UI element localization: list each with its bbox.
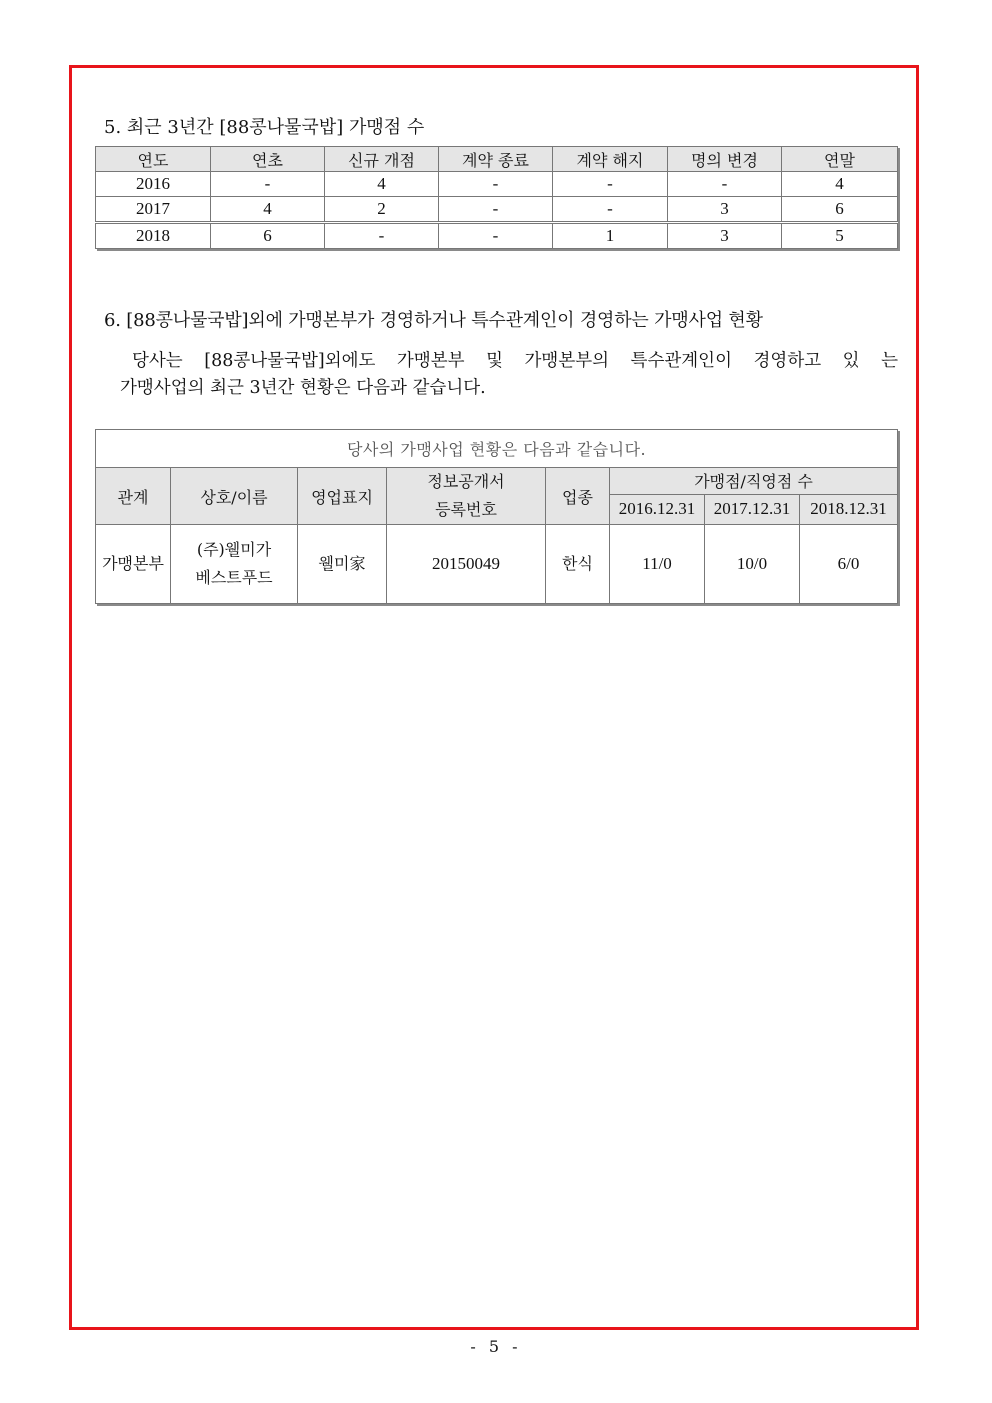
cell: 6 (211, 223, 325, 249)
header-transfer: 명의 변경 (668, 147, 782, 172)
cell-mark: 웰미家 (298, 525, 387, 604)
cell-name-line: 베스트푸드 (195, 568, 273, 587)
cell-name-line: (주)웰미가 (196, 540, 272, 559)
page-border (69, 65, 919, 1330)
cell: 1 (553, 223, 668, 249)
header-registration-line: 등록번호 (435, 500, 497, 519)
cell: - (439, 172, 553, 197)
cell: - (439, 197, 553, 223)
franchise-count-table (95, 146, 898, 249)
header-terminated: 계약 해지 (553, 147, 668, 172)
cell: 4 (211, 197, 325, 223)
cell: - (553, 172, 668, 197)
cell-name (171, 525, 298, 604)
paragraph-line: 당사는 [88콩나물국밥]외에도 가맹본부 및 가맹본부의 특수관계인이 경영하고 있 는 (132, 351, 898, 371)
header-date: 2016.12.31 (610, 494, 705, 524)
cell: 5 (782, 223, 898, 249)
cell-relation: 가맹본부 (96, 525, 171, 604)
header-type: 업종 (546, 468, 610, 525)
header-end: 연말 (782, 147, 898, 172)
table-caption: 당사의 가맹사업 현황은 다음과 같습니다. (96, 430, 898, 468)
cell: 4 (782, 172, 898, 197)
cell: 2017 (96, 197, 211, 223)
header-year: 연도 (96, 147, 211, 172)
page-number: - 5 - (470, 1337, 522, 1356)
section-6-paragraph (120, 348, 898, 402)
table-row (96, 172, 898, 197)
cell-registration: 20150049 (387, 525, 546, 604)
header-date: 2018.12.31 (800, 494, 898, 524)
table-caption-row (96, 430, 898, 468)
cell-type: 한식 (546, 525, 610, 604)
header-expired: 계약 종료 (439, 147, 553, 172)
cell: - (439, 223, 553, 249)
section-6-title: 6. [88콩나물국밥]외에 가맹본부가 경영하거나 특수관계인이 경영하는 가맹사업 현황 (104, 310, 763, 331)
header-start: 연초 (211, 147, 325, 172)
cell: 2018 (96, 223, 211, 249)
header-date: 2017.12.31 (705, 494, 800, 524)
cell: 3 (668, 197, 782, 223)
paragraph-line: 가맹사업의 최근 3년간 현황은 다음과 같습니다. (120, 378, 486, 398)
other-franchise-table (95, 429, 898, 604)
table-row (96, 197, 898, 223)
cell: 6 (782, 197, 898, 223)
table-header-row (96, 468, 898, 495)
cell: - (211, 172, 325, 197)
header-registration (387, 468, 546, 525)
cell: 2016 (96, 172, 211, 197)
cell-count: 10/0 (705, 525, 800, 604)
table-header-row (96, 147, 898, 172)
cell: - (553, 197, 668, 223)
cell: 3 (668, 223, 782, 249)
cell-count: 11/0 (610, 525, 705, 604)
cell-count: 6/0 (800, 525, 898, 604)
cell: - (325, 223, 439, 249)
cell: - (668, 172, 782, 197)
table-row (96, 525, 898, 604)
table-row (96, 223, 898, 249)
header-registration-line: 정보공개서 (427, 472, 505, 491)
section-5-title: 5. 최근 3년간 [88콩나물국밥] 가맹점 수 (104, 117, 425, 138)
header-mark: 영업표지 (298, 468, 387, 525)
header-new: 신규 개점 (325, 147, 439, 172)
cell: 2 (325, 197, 439, 223)
header-name: 상호/이름 (171, 468, 298, 525)
cell: 4 (325, 172, 439, 197)
header-relation: 관계 (96, 468, 171, 525)
header-count: 가맹점/직영점 수 (610, 468, 898, 495)
